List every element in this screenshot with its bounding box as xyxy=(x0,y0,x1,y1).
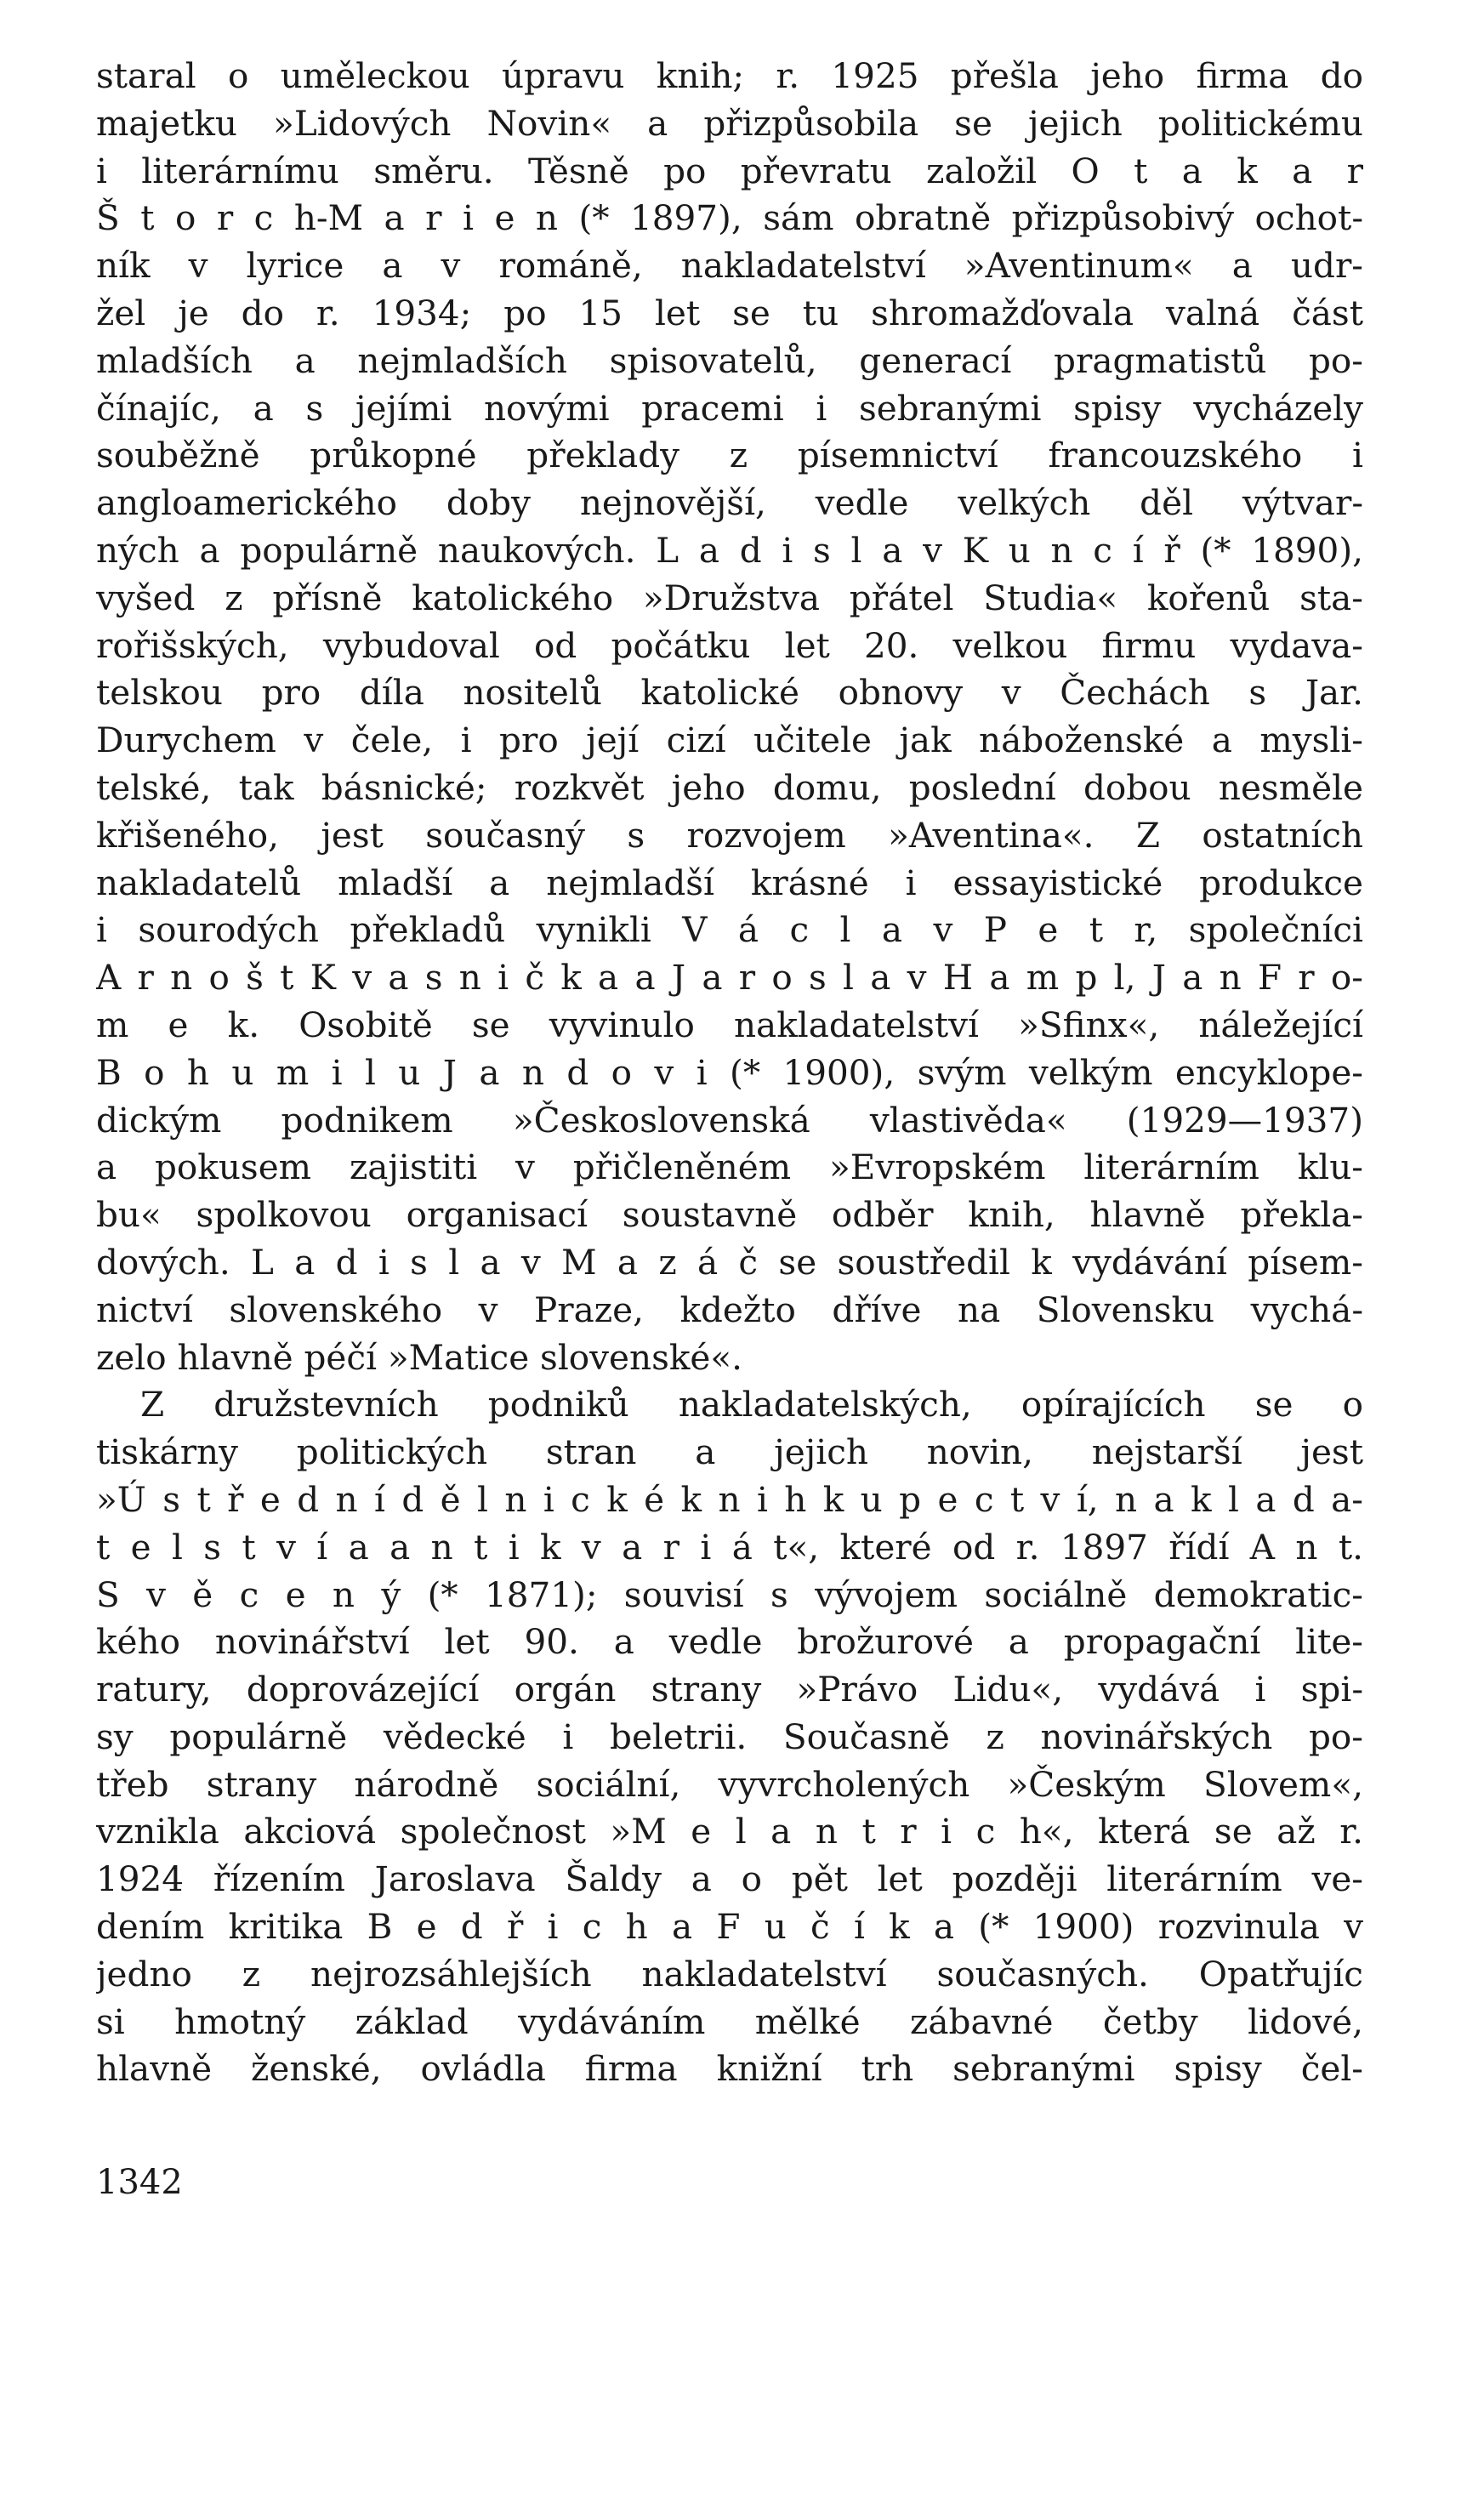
text-line: kého novinářství let 90. a vedle brožurové a propagační lite- xyxy=(96,1621,1363,1663)
body-text xyxy=(96,53,1363,2093)
text-line: staral o uměleckou úpravu knih; r. 1925 přešla jeho firma do xyxy=(96,55,1363,96)
text-line: sy populárně vědecké i beletrii. Současně z novinářských po- xyxy=(96,1716,1363,1757)
page-number: 1342 xyxy=(96,2163,183,2202)
text-line: jedno z nejrozsáhlejších nakladatelství současných. Opatřujíc xyxy=(96,1953,1363,1994)
text-line: m e k. Osobitě se vyvinulo nakladatelství »Sfinx«, náležející xyxy=(96,1004,1363,1045)
text-line: vznikla akciová společnost »M e l a n t r i c h«, která se až r. xyxy=(96,1811,1363,1852)
text-line: třeb strany národně sociální, vyvrcholených »Českým Slovem«, xyxy=(96,1763,1363,1805)
text-line: »Ú s t ř e d n í d ě l n i c k é k n i h k u p e c t v í, n a k l a d a- xyxy=(96,1478,1363,1520)
text-line: bu« spolkovou organisací soustavně odběr knih, hlavně překla- xyxy=(96,1194,1363,1236)
text-line: dových. L a d i s l a v M a z á č se soustředil k vydávání písem- xyxy=(96,1241,1363,1283)
text-line: 1924 řízením Jaroslava Šaldy a o pět let později literárním ve- xyxy=(96,1858,1363,1900)
text-line: a pokusem zajistiti v přičleněném »Evropském literárním klu- xyxy=(96,1147,1363,1188)
text-line: angloamerického doby nejnovější, vedle velkých děl výtvar- xyxy=(96,482,1363,524)
text-line: souběžně průkopné překlady z písemnictví francouzského i xyxy=(96,435,1363,476)
text-line: rořišských, vybudoval od počátku let 20. velkou firmu vydava- xyxy=(96,624,1363,666)
text-line: si hmotný základ vydáváním mělké zábavné četby lidové, xyxy=(96,2000,1363,2042)
text-line: telské, tak básnické; rozkvět jeho domu, poslední dobou nesměle xyxy=(96,766,1363,808)
text-line: čínajíc, a s jejími novými pracemi i sebranými spisy vycházely xyxy=(96,387,1363,429)
text-line: telskou pro díla nositelů katolické obnovy v Čechách s Jar. xyxy=(96,672,1363,714)
paragraph-end-line: zelo hlavně péčí »Matice slovenské«. xyxy=(96,1336,743,1378)
text-line: křišeného, jest současný s rozvojem »Aventina«. Z ostatních xyxy=(96,814,1363,856)
text-line: nictví slovenského v Praze, kdežto dříve na Slovensku vychá- xyxy=(96,1289,1363,1330)
text-line: t e l s t v í a a n t i k v a r i á t«, které od r. 1897 řídí A n t. xyxy=(96,1526,1363,1568)
text-line: hlavně ženské, ovládla firma knižní trh sebranými spisy čel- xyxy=(96,2048,1363,2090)
text-line: i literárnímu směru. Těsně po převratu založil O t a k a r xyxy=(96,150,1363,191)
text-line: ník v lyrice a v románě, nakladatelství »Aventinum« a udr- xyxy=(96,245,1363,287)
text-line: Š t o r c h-M a r i e n (* 1897), sám obratně přizpůsobivý ochot- xyxy=(96,197,1363,239)
text-line: mladších a nejmladších spisovatelů, generací pragmatistů po- xyxy=(96,339,1363,381)
text-line: dickým podnikem »Československá vlastivěda« (1929—1937) xyxy=(96,1099,1363,1141)
text-line: nakladatelů mladší a nejmladší krásné i essayistické produkce xyxy=(96,862,1363,903)
text-line: vyšed z přísně katolického »Družstva přátel Studia« kořenů sta- xyxy=(96,577,1363,618)
text-line: Durychem v čele, i pro její cizí učitele jak náboženské a mysli- xyxy=(96,720,1363,761)
text-line: i sourodých překladů vynikli V á c l a v P e t r, společníci xyxy=(96,909,1363,951)
text-line: ratury, doprovázející orgán strany »Právo Lidu«, vydává i spi- xyxy=(96,1669,1363,1710)
text-line: tiskárny politických stran a jejich novin, nejstarší jest xyxy=(96,1431,1363,1473)
text-line: žel je do r. 1934; po 15 let se tu shromažďovala valná část xyxy=(96,292,1363,333)
paragraph-start-line: Z družstevních podniků nakladatelských, opírajících se o xyxy=(140,1384,1363,1425)
text-line: dením kritika B e d ř i c h a F u č í k a (* 1900) rozvinula v xyxy=(96,1906,1363,1948)
text-line: ných a populárně naukových. L a d i s l a v K u n c í ř (* 1890), xyxy=(96,529,1363,571)
text-line: B o h u m i l u J a n d o v i (* 1900), svým velkým encyklope- xyxy=(96,1051,1363,1093)
text-line: S v ě c e n ý (* 1871); souvisí s vývojem sociálně demokratic- xyxy=(96,1573,1363,1615)
text-line: majetku »Lidových Novin« a přizpůsobila se jejich politickému xyxy=(96,102,1363,144)
text-line: A r n o š t K v a s n i č k a a J a r o s l a v H a m p l, J a n F r o- xyxy=(96,957,1363,999)
